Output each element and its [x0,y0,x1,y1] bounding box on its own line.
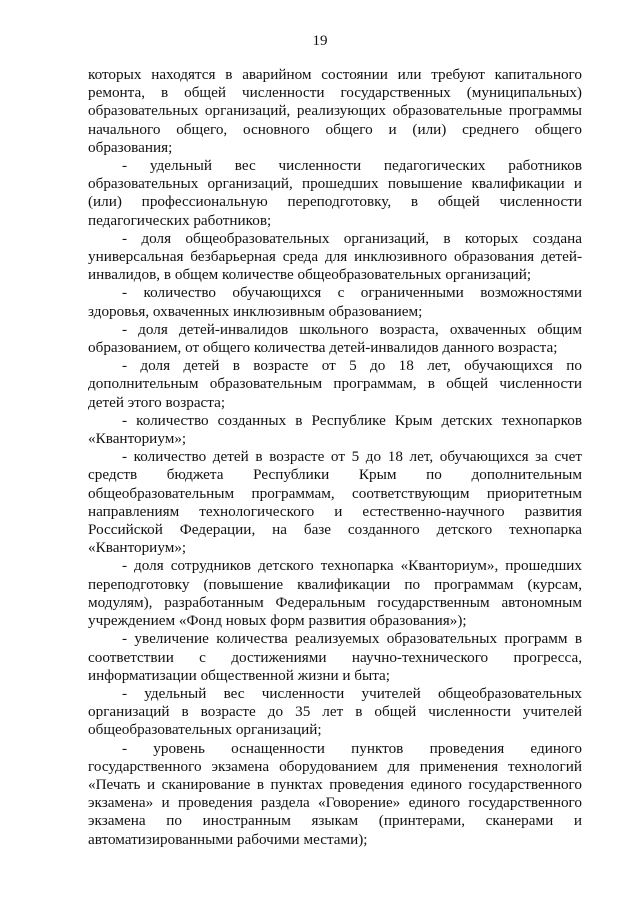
paragraph-continuation: которых находятся в аварийном состоянии или требуют капитального ремонта, в общей численности государственных (муниципальных) образовательных организаций, реализующих образовательные программы начального общего, основного общего и (или) среднего общего образования; [88,66,582,156]
list-item: - доля общеобразовательных организаций, в которых создана универсальная безбарьерная среда для инклюзивного образования детей-инвалидов, в общем количестве общеобразовательных организаций; [88,229,582,284]
page-number: 19 [312,33,328,49]
list-item: - количество созданных в Республике Крым детских технопарков «Кванториум»; [88,411,582,448]
list-item: - количество обучающихся с ограниченными возможностями здоровья, охваченных инклюзивным образованием; [88,284,582,320]
list-item: - увеличение количества реализуемых образовательных программ в соответствии с достижениями научно-технического прогресса, информатизации общественной жизни и быта; [88,630,582,684]
list-item: - количество детей в возрасте от 5 до 18 лет, обучающихся за счет средств бюджета Республики Крым по дополнительным общеобразовательным программам, соответствующим приоритетным направлениям технологического и естественно-научного развития Российской Федерации, на базе созданного детского технопарка «Кванториум»; [88,448,582,557]
list-item: - доля детей-инвалидов школьного возраста, охваченных общим образованием, от общего количества детей-инвалидов данного возраста; [88,320,582,357]
list-item: - доля сотрудников детского технопарка «Кванториум», прошедших переподготовку (повышение квалификации по программам (курсам, модулям), разработанным Федеральным государственным автономным учреждением «Фонд новых форм развития образования»); [88,557,582,630]
list-item: - доля детей в возрасте от 5 до 18 лет, обучающихся по дополнительным образовательным программам, в общей численности детей этого возраста; [88,357,582,411]
document-body [88,66,582,849]
list-item: - удельный вес численности педагогических работников образовательных организаций, прошедших повышение квалификации и (или) профессиональную переподготовку, в общей численности педагогических работников; [88,157,582,229]
list-item: - удельный вес численности учителей общеобразовательных организаций в возрасте до 35 лет в общей численности учителей общеобразовательных организаций; [88,684,582,739]
list-item: - уровень оснащенности пунктов проведения единого государственного экзамена оборудованием для применения технологий «Печать и сканирование в пунктах проведения единого государственного экзамена» и проведения раздела «Говорение» единого государственного экзамена по иностранным языкам (принтерами, сканерами и автоматизированными рабочими местами); [88,739,582,848]
